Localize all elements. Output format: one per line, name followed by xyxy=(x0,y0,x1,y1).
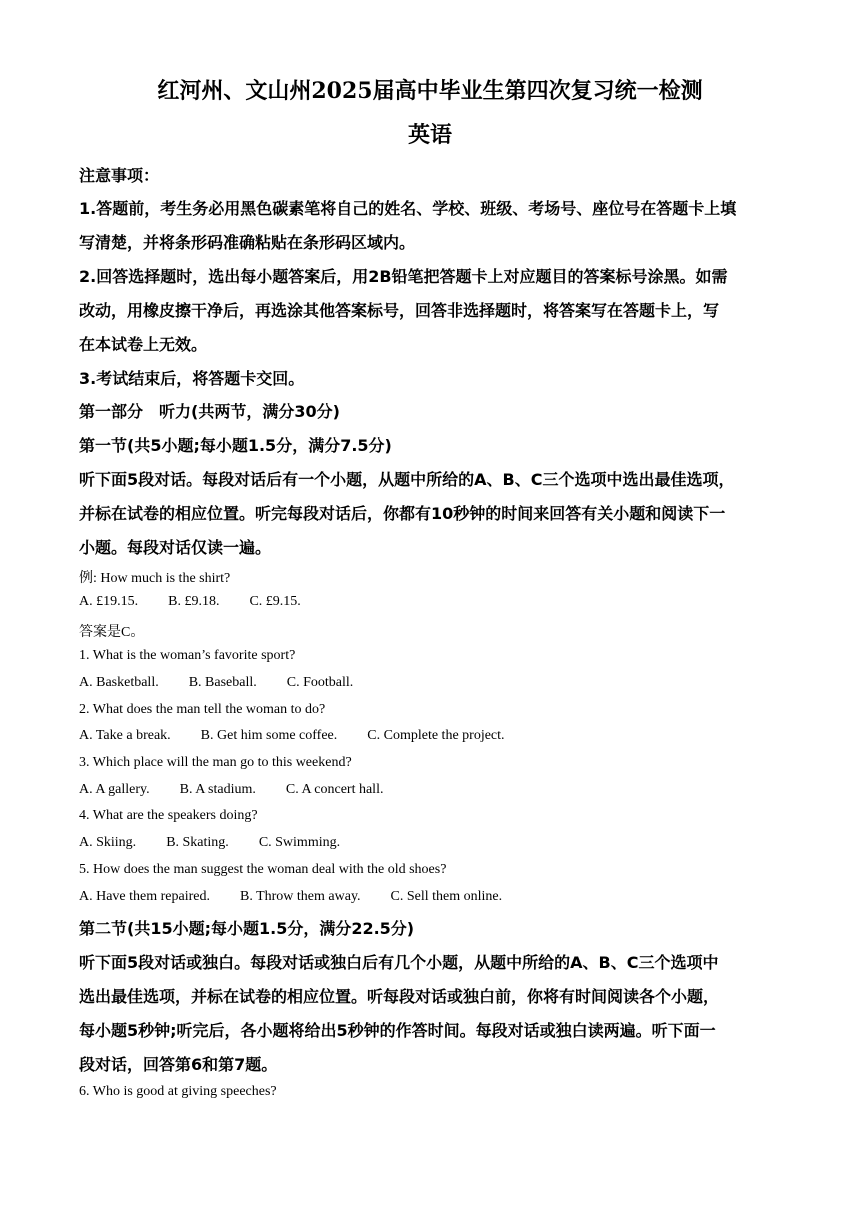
question-5: 5. How does the man suggest the woman deal with the old shoes? xyxy=(79,862,447,877)
section2-instructions-line-4: 段对话，回答第6和第7题。 xyxy=(79,1055,278,1074)
notice-item-2-line-2: 改动，用橡皮擦干净后，再选涂其他答案标号，回答非选择题时，将答案写在答题卡上，写 xyxy=(79,301,720,320)
question-5-option-a: A. Have them repaired. xyxy=(79,889,210,904)
question-1-option-c: C. Football. xyxy=(286,675,354,690)
question-5-option-c: C. Sell them online. xyxy=(390,889,503,904)
question-4-option-a: A. Skiing. xyxy=(79,835,137,850)
question-2-option-c: C. Complete the project. xyxy=(367,728,505,743)
example-option-a: A. £19.15. xyxy=(79,594,139,609)
question-1: 1. What is the woman’s favorite sport? xyxy=(79,648,296,663)
question-5-option-b: B. Throw them away. xyxy=(240,889,361,904)
question-2-options xyxy=(79,728,535,744)
question-1-options xyxy=(79,675,383,691)
question-2-option-b: B. Get him some coffee. xyxy=(200,728,338,743)
example-question: 例: How much is the shirt? xyxy=(79,571,231,586)
example-answer: 答案是C。 xyxy=(79,625,145,640)
section1-heading: 第一节(共5小题;每小题1.5分，满分7.5分) xyxy=(79,436,392,455)
question-1-option-a: A. Basketball. xyxy=(79,675,159,690)
section2-instructions-line-3: 每小题5秒钟;听完后，各小题将给出5秒钟的作答时间。每段对话或独白读两遍。听下面一 xyxy=(79,1021,716,1040)
example-options xyxy=(79,594,331,610)
question-4-option-c: C. Swimming. xyxy=(258,835,341,850)
question-3-option-c: C. A concert hall. xyxy=(285,782,384,797)
section1-instructions-line-3: 小题。每段对话仅读一遍。 xyxy=(79,538,272,557)
notice-item-1-line-1: 1.答题前，考生务必用黑色碳素笔将自己的姓名、学校、班级、考场号、座位号在答题卡上填 xyxy=(79,199,737,218)
question-2: 2. What does the man tell the woman to do? xyxy=(79,702,326,717)
question-3: 3. Which place will the man go to this weekend? xyxy=(79,755,352,770)
part1-heading: 第一部分 听力(共两节，满分30分) xyxy=(79,402,340,421)
question-4-options xyxy=(79,835,370,851)
question-3-option-a: A. A gallery. xyxy=(79,782,150,797)
question-5-options xyxy=(79,889,532,905)
notice-heading: 注意事项： xyxy=(79,166,160,185)
notice-item-2-line-3: 在本试卷上无效。 xyxy=(79,335,208,354)
section1-instructions-line-1: 听下面5段对话。每段对话后有一个小题，从题中所给的A、B、C三个选项中选出最佳选项， xyxy=(79,470,735,489)
question-3-option-b: B. A stadium. xyxy=(179,782,256,797)
question-3-options xyxy=(79,782,413,798)
exam-title: 红河州、文山州2025届高中毕业生第四次复习统一检测 xyxy=(157,78,703,104)
notice-item-2-line-1: 2.回答选择题时，选出每小题答案后，用2B铅笔把答题卡上对应题目的答案标号涂黑。如需 xyxy=(79,267,728,286)
notice-item-3: 3.考试结束后，将答题卡交回。 xyxy=(79,369,305,388)
question-4-option-b: B. Skating. xyxy=(166,835,229,850)
section2-heading: 第二节(共15小题;每小题1.5分，满分22.5分) xyxy=(79,919,415,938)
example-option-c: C. £9.15. xyxy=(249,594,301,609)
section2-instructions-line-2: 选出最佳选项，并标在试卷的相应位置。听每段对话或独白前，你将有时间阅读各个小题， xyxy=(79,987,720,1006)
section1-instructions-line-2: 并标在试卷的相应位置。听完每段对话后，你都有10秒钟的时间来回答有关小题和阅读下一 xyxy=(79,504,726,523)
question-4: 4. What are the speakers doing? xyxy=(79,808,258,823)
section2-instructions-line-1: 听下面5段对话或独白。每段对话或独白后有几个小题，从题中所给的A、B、C三个选项中 xyxy=(79,953,719,972)
question-2-option-a: A. Take a break. xyxy=(79,728,171,743)
example-option-b: B. £9.18. xyxy=(168,594,220,609)
notice-item-1-line-2: 写清楚，并将条形码准确粘贴在条形码区域内。 xyxy=(79,233,416,252)
question-1-option-b: B. Baseball. xyxy=(188,675,257,690)
subject-title: 英语 xyxy=(407,122,452,148)
question-6: 6. Who is good at giving speeches? xyxy=(79,1084,277,1099)
